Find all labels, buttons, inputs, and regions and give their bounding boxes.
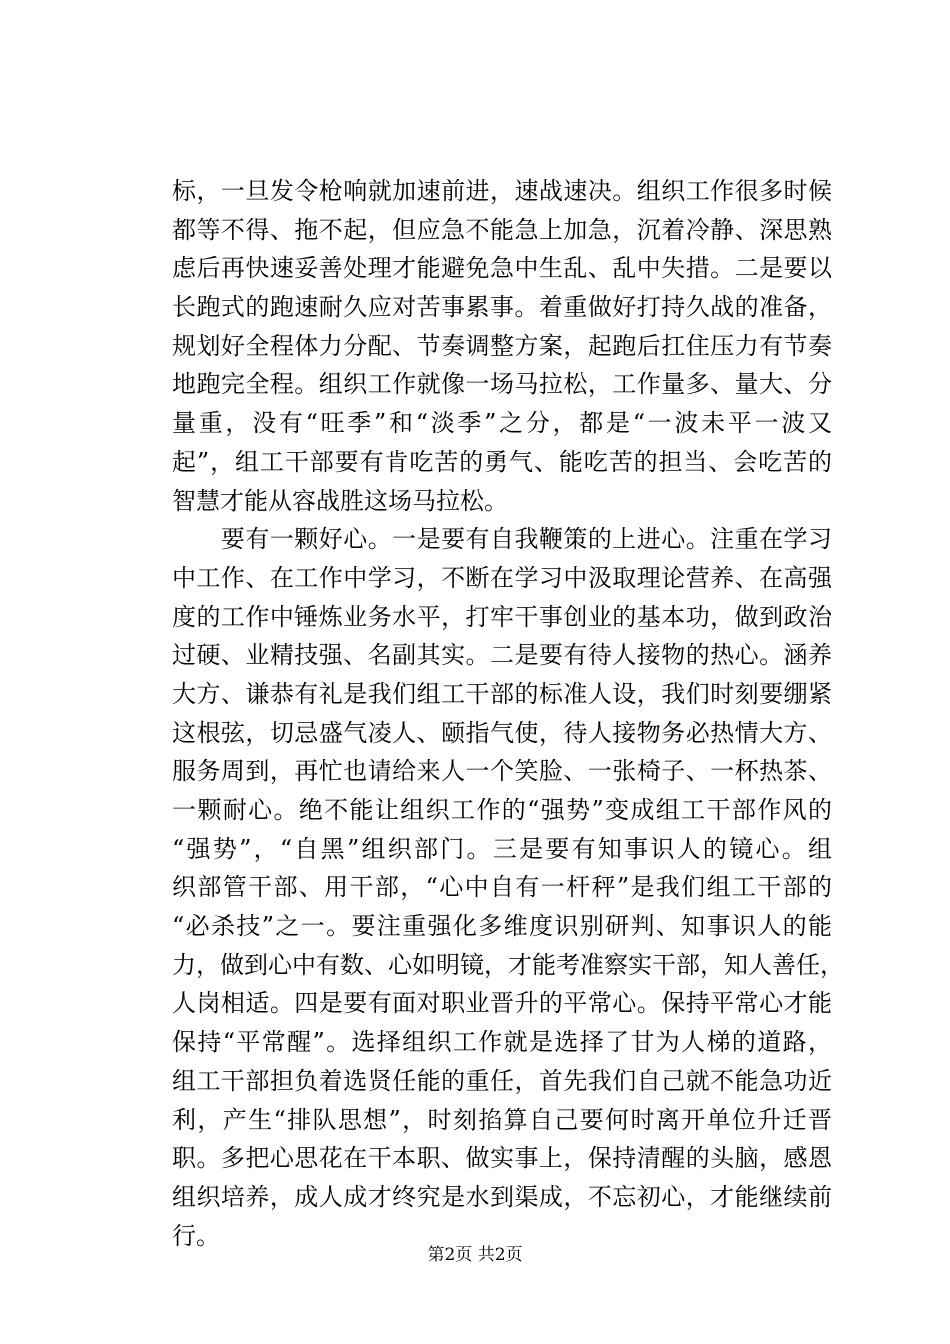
text-line: 地跑完全程。组织工作就像一场马拉松，工作量多、量大、分 bbox=[172, 370, 832, 399]
page-footer bbox=[0, 1243, 950, 1267]
text-line: 力，做到心中有数、心如明镜，才能考准察实干部，知人善任， bbox=[172, 950, 844, 979]
body-text bbox=[172, 172, 844, 1255]
text-line: 行。 bbox=[172, 1221, 220, 1250]
text-line: 组织培养，成人成才终究是水到渠成，不忘初心，才能继续前 bbox=[172, 1182, 832, 1211]
text-line: 这根弦，切忌盛气凌人、颐指气使，待人接物务必热情大方、 bbox=[172, 718, 832, 747]
text-line: 组工干部担负着选贤任能的重任，首先我们自己就不能急功近 bbox=[172, 1066, 832, 1095]
text-line: 长跑式的跑速耐久应对苦事累事。着重做好打持久战的准备， bbox=[172, 293, 832, 322]
text-line: 一颗耐心。绝不能让组织工作的“强势”变成组工干部作风的 bbox=[172, 796, 832, 824]
text-line: 大方、谦恭有礼是我们组工干部的标准人设，我们时刻要绷紧 bbox=[172, 679, 832, 708]
text-line: “强势”，“自黑”组织部门。三是要有知事识人的镜心。组 bbox=[172, 834, 832, 863]
text-line: 智慧才能从容战胜这场马拉松。 bbox=[172, 486, 508, 515]
text-line: 织部管干部、用干部，“心中自有一杆秤”是我们组工干部的 bbox=[172, 873, 832, 902]
page-number-label: 第2页 共2页 bbox=[427, 1245, 523, 1265]
text-line: 职。多把心思花在干本职、做实事上，保持清醒的头脑，感恩 bbox=[172, 1144, 832, 1173]
text-line: 利，产生“排队思想”，时刻掐算自己要何时离开单位升迁晋 bbox=[172, 1105, 832, 1134]
text-line: 过硬、业精技强、名副其实。二是要有待人接物的热心。涵养 bbox=[172, 641, 832, 670]
text-line: 度的工作中锤炼业务水平，打牢干事创业的基本功，做到政治 bbox=[172, 602, 832, 631]
text-line: 中工作、在工作中学习，不断在学习中汲取理论营养、在高强 bbox=[172, 563, 832, 592]
text-line: 起”，组工干部要有肯吃苦的勇气、能吃苦的担当、会吃苦的 bbox=[172, 447, 832, 476]
text-line: 保持“平常醒”。选择组织工作就是选择了甘为人梯的道路， bbox=[172, 1028, 832, 1057]
text-line: 都等不得、拖不起，但应急不能急上加急，沉着冷静、深思熟 bbox=[172, 215, 832, 244]
text-line: “必杀技”之一。要注重强化多维度识别研判、知事识人的能 bbox=[172, 912, 832, 941]
text-line: 标，一旦发令枪响就加速前进，速战速决。组织工作很多时候 bbox=[172, 177, 832, 205]
text-line: 虑后再快速妥善处理才能避免急中生乱、乱中失措。二是要以 bbox=[172, 254, 832, 283]
text-line: 人岗相适。四是要有面对职业晋升的平常心。保持平常心才能 bbox=[172, 989, 832, 1018]
text-line: 服务周到，再忙也请给来人一个笑脸、一张椅子、一杯热茶、 bbox=[172, 757, 832, 786]
text-line: 规划好全程体力分配、节奏调整方案，起跑后扛住压力有节奏 bbox=[172, 331, 832, 360]
text-line: 要有一颗好心。一是要有自我鞭策的上进心。注重在学习 bbox=[172, 525, 832, 554]
text-line: 量重，没有“旺季”和“淡季”之分，都是“一波未平一波又 bbox=[172, 409, 832, 438]
